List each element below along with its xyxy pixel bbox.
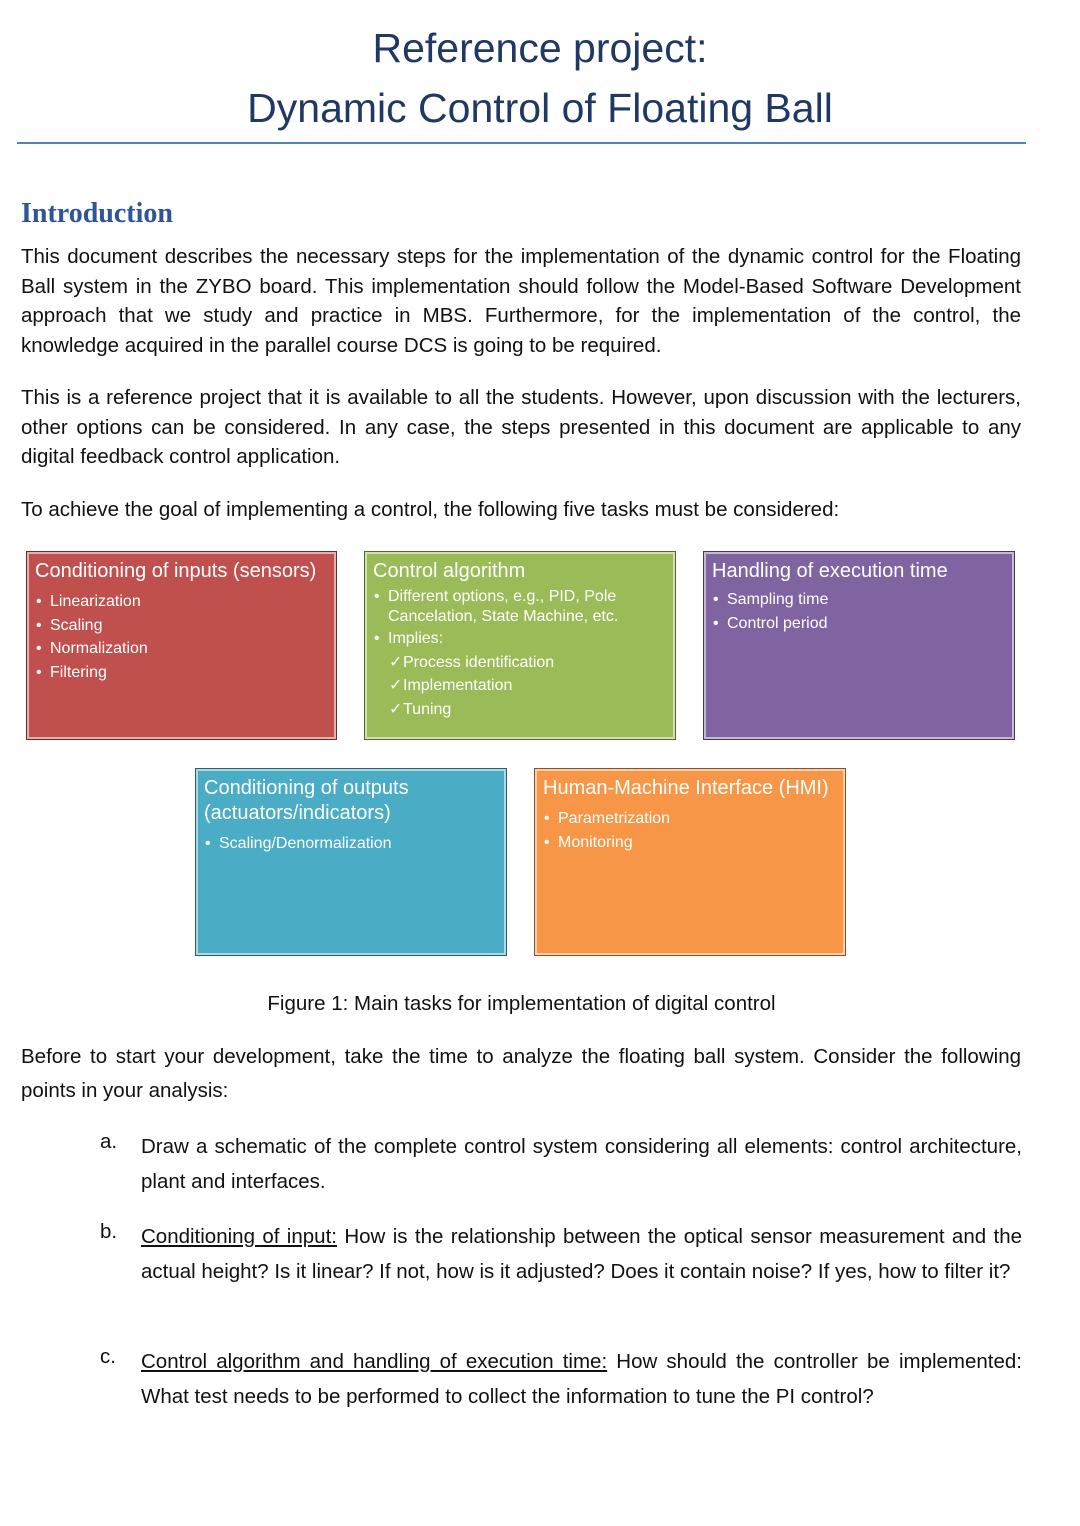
task-list bbox=[204, 832, 498, 856]
analysis-item-b bbox=[100, 1220, 1022, 1289]
intro-paragraph-2: This is a reference project that it is available to all the students. However, upon discussion with the lecturers, other options can be considered. In any case, the steps presented in this document are applicable to any digital feedback control application. bbox=[21, 386, 1021, 469]
task-check-item: ✓ Tuning bbox=[373, 698, 667, 722]
item-text bbox=[141, 1220, 1022, 1289]
task-item: • Parametrization bbox=[543, 807, 837, 831]
analysis-item-c bbox=[100, 1345, 1022, 1414]
task-list bbox=[35, 590, 328, 684]
task-title: Conditioning of inputs (sensors) bbox=[35, 560, 317, 582]
task-box-outputs bbox=[195, 768, 507, 956]
task-box-control-algorithm bbox=[364, 551, 676, 740]
item-text bbox=[141, 1130, 1022, 1199]
analysis-item-a bbox=[100, 1130, 1022, 1199]
item-letter: c. bbox=[100, 1345, 116, 1368]
item-body: Draw a schematic of the complete control system considering all elements: control architecture, plant and interfaces. bbox=[141, 1135, 1022, 1193]
item-body: How should the controller be implemented: What test needs to be performed to collect the information to tune the PI control? bbox=[141, 1350, 1022, 1408]
task-item: • Implies: bbox=[373, 627, 667, 651]
task-list bbox=[373, 587, 667, 721]
item-body: How is the relationship between the optical sensor measurement and the actual height? Is it linear? If not, how is it adjusted? Does it contain noise? If yes, how to filter it? bbox=[141, 1225, 1023, 1283]
task-box-execution-time bbox=[703, 551, 1015, 740]
title-line-2: Dynamic Control of Floating Ball bbox=[247, 85, 833, 131]
task-title: Conditioning of outputs (actuators/indicators) bbox=[204, 777, 409, 824]
analysis-intro: Before to start your development, take the time to analyze the floating ball system. Consider the following points in your analysis: bbox=[21, 1045, 1021, 1102]
item-letter: b. bbox=[100, 1220, 118, 1243]
task-title: Handling of execution time bbox=[712, 560, 948, 582]
task-item: • Filtering bbox=[35, 661, 328, 685]
task-item: • Sampling time bbox=[712, 588, 1006, 612]
item-text bbox=[141, 1345, 1022, 1414]
item-underlined-label: Conditioning of input: bbox=[141, 1225, 337, 1248]
task-title: Control algorithm bbox=[373, 560, 526, 582]
introduction-heading: Introduction bbox=[21, 198, 173, 229]
figure-caption: Figure 1: Main tasks for implementation of digital control bbox=[267, 992, 776, 1015]
item-underlined-label: Control algorithm and handling of execution time: bbox=[141, 1350, 608, 1373]
title-line-1: Reference project: bbox=[372, 25, 708, 71]
item-letter: a. bbox=[100, 1130, 118, 1153]
task-check-item: ✓ Implementation bbox=[373, 674, 667, 698]
document-title bbox=[0, 18, 1080, 138]
task-list bbox=[543, 807, 837, 854]
task-item: • Normalization bbox=[35, 637, 328, 661]
task-box-hmi bbox=[534, 768, 846, 956]
task-item: • Control period bbox=[712, 612, 1006, 636]
task-item: • Different options, e.g., PID, Pole Cancelation, State Machine, etc. bbox=[373, 587, 667, 627]
task-item: • Linearization bbox=[35, 590, 328, 614]
task-box-inputs bbox=[26, 551, 337, 740]
intro-paragraph-1: This document describes the necessary steps for the implementation of the dynamic control for the Floating Ball system in the ZYBO board. This implementation should follow the Model-Based Software Development approach that we study and practice in MBS. Furthermore, for the implementation of the control, the knowledge acquired in the parallel course DCS is going to be required. bbox=[21, 245, 1021, 358]
intro-paragraph-3: To achieve the goal of implementing a control, the following five tasks must be considered: bbox=[21, 498, 840, 521]
task-check-item: ✓ Process identification bbox=[373, 651, 667, 675]
task-item: • Scaling bbox=[35, 614, 328, 638]
title-divider bbox=[17, 142, 1026, 144]
task-list bbox=[712, 588, 1006, 635]
task-item: • Scaling/Denormalization bbox=[204, 832, 498, 856]
task-item: • Monitoring bbox=[543, 831, 837, 855]
task-title: Human-Machine Interface (HMI) bbox=[543, 777, 829, 799]
